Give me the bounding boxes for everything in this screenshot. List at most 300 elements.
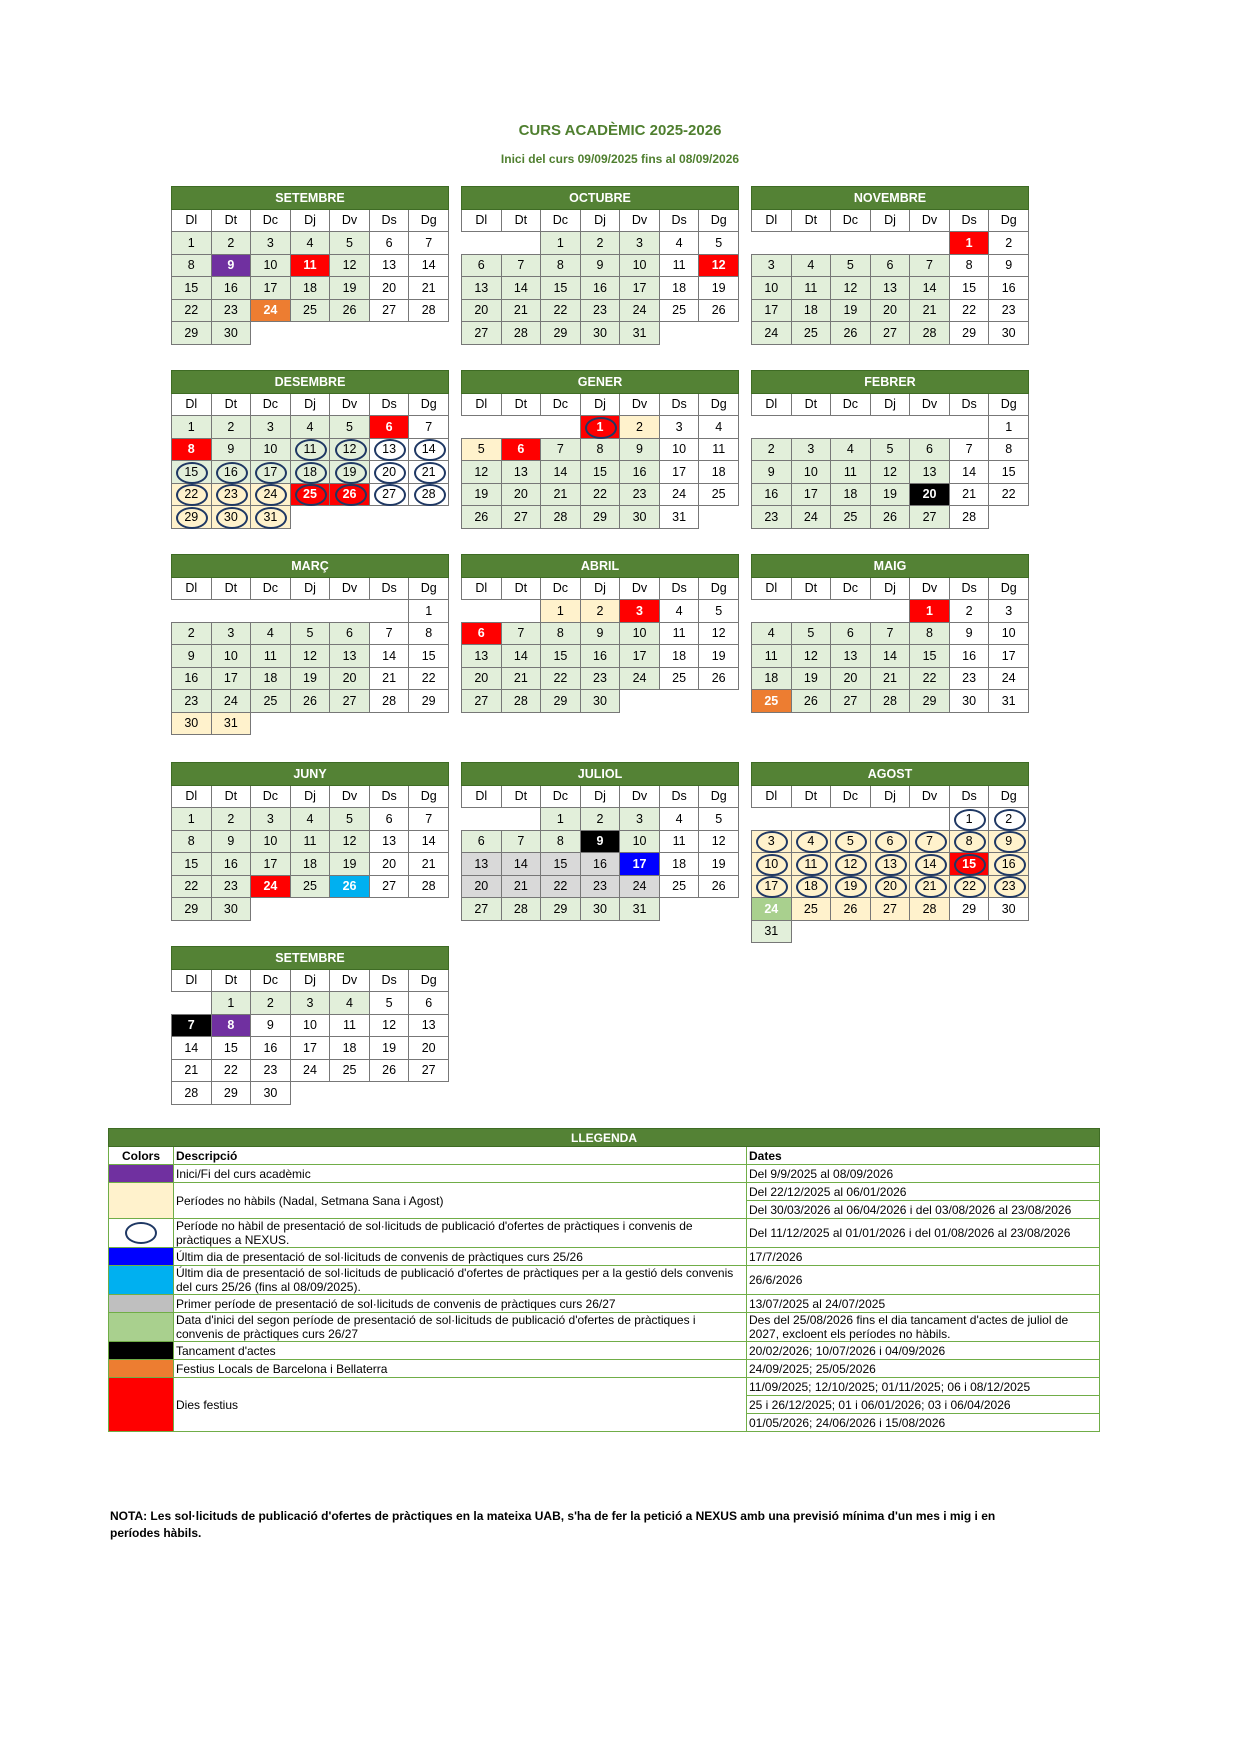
day-cell: 28	[910, 898, 950, 921]
empty-cell	[791, 600, 831, 623]
legend-col-desc: Descripció	[174, 1147, 747, 1165]
day-cell: 17	[659, 461, 699, 484]
day-cell: 25	[659, 299, 699, 322]
legend-dates: Des del 25/08/2026 fins el dia tancament d'actes de juliol de 2027, excloent els períodes no hàbils.	[747, 1313, 1100, 1342]
day-cell: 19	[330, 853, 370, 876]
day-cell: 18	[699, 461, 739, 484]
day-cell: 5	[369, 992, 409, 1015]
day-cell: 9	[172, 645, 212, 668]
empty-cell	[699, 322, 739, 345]
day-cell: 3	[791, 438, 831, 461]
day-cell: 7	[541, 438, 581, 461]
day-cell: 6	[369, 808, 409, 831]
month-name: DESEMBRE	[172, 371, 449, 394]
day-cell: 19	[699, 645, 739, 668]
weekday-header: Dj	[580, 785, 620, 808]
day-cell: 8	[541, 830, 581, 853]
legend-description: Últim dia de presentació de sol·licituds de convenis de pràctiques curs 25/26	[174, 1248, 747, 1266]
day-cell: 14	[501, 645, 541, 668]
day-cell: 15	[949, 853, 989, 876]
month-calendar	[171, 370, 449, 529]
legend-description: Inici/Fi del curs acadèmic	[174, 1165, 747, 1183]
day-cell: 15	[409, 645, 449, 668]
day-cell: 19	[290, 667, 330, 690]
empty-cell	[659, 690, 699, 713]
legend-color-swatch	[109, 1342, 174, 1360]
day-cell: 28	[369, 690, 409, 713]
day-cell: 28	[910, 322, 950, 345]
day-cell: 20	[501, 483, 541, 506]
day-cell: 23	[989, 875, 1029, 898]
empty-cell	[501, 600, 541, 623]
day-cell: 10	[620, 622, 660, 645]
day-cell: 29	[541, 898, 581, 921]
day-cell: 21	[949, 483, 989, 506]
day-cell: 20	[369, 461, 409, 484]
day-cell: 17	[620, 645, 660, 668]
day-cell: 26	[462, 506, 502, 529]
day-cell: 29	[172, 322, 212, 345]
day-cell: 1	[409, 600, 449, 623]
day-cell: 20	[462, 667, 502, 690]
day-cell: 18	[659, 645, 699, 668]
day-cell: 10	[620, 830, 660, 853]
day-cell: 4	[290, 232, 330, 255]
empty-cell	[290, 898, 330, 921]
empty-cell	[752, 416, 792, 439]
empty-cell	[989, 506, 1029, 529]
day-cell: 30	[989, 898, 1029, 921]
day-cell: 21	[501, 299, 541, 322]
day-cell: 3	[620, 232, 660, 255]
empty-cell	[870, 232, 910, 255]
weekday-header: Dt	[501, 785, 541, 808]
day-cell: 1	[949, 232, 989, 255]
weekday-header: Dj	[580, 209, 620, 232]
day-cell: 18	[831, 483, 871, 506]
day-cell: 12	[699, 622, 739, 645]
day-cell: 20	[831, 667, 871, 690]
weekday-header: Dt	[211, 209, 251, 232]
day-cell: 17	[251, 853, 291, 876]
day-cell: 31	[620, 322, 660, 345]
day-cell: 23	[580, 875, 620, 898]
weekday-header: Dv	[910, 209, 950, 232]
day-cell: 10	[752, 853, 792, 876]
page-subtitle: Inici del curs 09/09/2025 fins al 08/09/2026	[500, 152, 740, 166]
weekday-header: Dc	[251, 577, 291, 600]
day-cell: 29	[541, 322, 581, 345]
day-cell: 17	[620, 277, 660, 300]
footnote: NOTA: Les sol·licituds de publicació d'ofertes de pràctiques en la mateixa UAB, s'ha de fer la petició a NEXUS amb una previsió mínima d'un mes i mig i en períodes hàbils.	[110, 1509, 996, 1540]
day-cell: 30	[580, 898, 620, 921]
day-cell: 6	[870, 254, 910, 277]
day-cell: 20	[462, 299, 502, 322]
day-cell: 11	[752, 645, 792, 668]
day-cell: 16	[580, 277, 620, 300]
month-name: MARÇ	[172, 555, 449, 578]
day-cell: 17	[989, 645, 1029, 668]
day-cell: 7	[501, 622, 541, 645]
empty-cell	[409, 506, 449, 529]
empty-cell	[831, 232, 871, 255]
day-cell: 20	[870, 875, 910, 898]
weekday-header: Dl	[752, 785, 792, 808]
empty-cell	[369, 600, 409, 623]
weekday-header: Dl	[172, 969, 212, 992]
weekday-header: Dj	[290, 785, 330, 808]
day-cell: 2	[211, 416, 251, 439]
day-cell: 12	[699, 254, 739, 277]
day-cell: 13	[330, 645, 370, 668]
day-cell: 19	[330, 461, 370, 484]
day-cell: 6	[910, 438, 950, 461]
day-cell: 17	[211, 667, 251, 690]
day-cell: 31	[251, 506, 291, 529]
day-cell: 30	[580, 322, 620, 345]
day-cell: 18	[290, 853, 330, 876]
day-cell: 12	[791, 645, 831, 668]
day-cell: 3	[251, 232, 291, 255]
day-cell: 2	[580, 232, 620, 255]
day-cell: 10	[251, 830, 291, 853]
legend-dates: 01/05/2026; 24/06/2026 i 15/08/2026	[747, 1414, 1100, 1432]
day-cell: 16	[211, 277, 251, 300]
weekday-header: Dv	[620, 577, 660, 600]
day-cell: 5	[330, 232, 370, 255]
empty-cell	[290, 322, 330, 345]
empty-cell	[949, 416, 989, 439]
day-cell: 29	[910, 690, 950, 713]
day-cell: 24	[620, 875, 660, 898]
weekday-header: Dt	[791, 785, 831, 808]
day-cell: 16	[989, 853, 1029, 876]
legend-dates: 20/02/2026; 10/07/2026 i 04/09/2026	[747, 1342, 1100, 1360]
day-cell: 3	[620, 600, 660, 623]
weekday-header: Dj	[290, 393, 330, 416]
day-cell: 27	[831, 690, 871, 713]
day-cell: 18	[290, 277, 330, 300]
day-cell: 1	[541, 808, 581, 831]
day-cell: 20	[369, 277, 409, 300]
empty-cell	[211, 600, 251, 623]
day-cell: 25	[659, 875, 699, 898]
empty-cell	[369, 1082, 409, 1105]
day-cell: 2	[580, 808, 620, 831]
day-cell: 3	[211, 622, 251, 645]
empty-cell	[752, 808, 792, 831]
day-cell: 18	[791, 875, 831, 898]
day-cell: 21	[409, 853, 449, 876]
legend-title: LLEGENDA	[109, 1129, 1100, 1147]
day-cell: 20	[870, 299, 910, 322]
day-cell: 13	[870, 277, 910, 300]
day-cell: 26	[330, 875, 370, 898]
legend-dates: 25 i 26/12/2025; 01 i 06/01/2026; 03 i 06/04/2026	[747, 1396, 1100, 1414]
legend-description: Tancament d'actes	[174, 1342, 747, 1360]
month-name: JULIOL	[462, 763, 739, 786]
day-cell: 11	[791, 277, 831, 300]
month-calendar	[751, 370, 1029, 529]
day-cell: 4	[659, 808, 699, 831]
empty-cell	[330, 600, 370, 623]
weekday-header: Dt	[501, 577, 541, 600]
day-cell: 8	[211, 1014, 251, 1037]
day-cell: 16	[620, 461, 660, 484]
day-cell: 19	[831, 299, 871, 322]
day-cell: 13	[910, 461, 950, 484]
month-calendar	[171, 762, 449, 921]
day-cell: 18	[330, 1037, 370, 1060]
day-cell: 4	[791, 254, 831, 277]
day-cell: 15	[989, 461, 1029, 484]
day-cell: 7	[910, 830, 950, 853]
empty-cell	[369, 898, 409, 921]
day-cell: 12	[290, 645, 330, 668]
day-cell: 23	[620, 483, 660, 506]
day-cell: 15	[910, 645, 950, 668]
legend-col-colors: Colors	[109, 1147, 174, 1165]
day-cell: 14	[949, 461, 989, 484]
day-cell: 27	[462, 898, 502, 921]
day-cell: 3	[620, 808, 660, 831]
empty-cell	[791, 232, 831, 255]
day-cell: 21	[172, 1059, 212, 1082]
day-cell: 11	[659, 830, 699, 853]
weekday-header: Dg	[699, 209, 739, 232]
day-cell: 7	[501, 254, 541, 277]
empty-cell	[620, 690, 660, 713]
day-cell: 11	[831, 461, 871, 484]
empty-cell	[831, 416, 871, 439]
day-cell: 8	[172, 254, 212, 277]
empty-cell	[699, 898, 739, 921]
day-cell: 5	[290, 622, 330, 645]
day-cell: 22	[949, 299, 989, 322]
day-cell: 28	[409, 299, 449, 322]
empty-cell	[369, 506, 409, 529]
day-cell: 8	[172, 438, 212, 461]
day-cell: 2	[752, 438, 792, 461]
day-cell: 14	[409, 254, 449, 277]
day-cell: 14	[409, 438, 449, 461]
day-cell: 6	[409, 992, 449, 1015]
weekday-header: Dt	[791, 209, 831, 232]
day-cell: 17	[251, 277, 291, 300]
day-cell: 30	[211, 322, 251, 345]
day-cell: 8	[949, 254, 989, 277]
day-cell: 25	[290, 299, 330, 322]
day-cell: 21	[409, 461, 449, 484]
day-cell: 8	[541, 622, 581, 645]
day-cell: 13	[831, 645, 871, 668]
weekday-header: Dl	[752, 209, 792, 232]
legend-dates: Del 11/12/2025 al 01/01/2026 i del 01/08/2026 al 23/08/2026	[747, 1219, 1100, 1248]
day-cell: 26	[330, 299, 370, 322]
day-cell: 19	[462, 483, 502, 506]
empty-cell	[910, 920, 950, 943]
day-cell: 25	[752, 690, 792, 713]
weekday-header: Dl	[172, 209, 212, 232]
day-cell: 15	[172, 277, 212, 300]
empty-cell	[870, 920, 910, 943]
empty-cell	[330, 898, 370, 921]
day-cell: 20	[462, 875, 502, 898]
day-cell: 14	[369, 645, 409, 668]
weekday-header: Dj	[870, 577, 910, 600]
day-cell: 26	[699, 667, 739, 690]
weekday-header: Ds	[369, 393, 409, 416]
day-cell: 30	[949, 690, 989, 713]
day-cell: 25	[791, 322, 831, 345]
day-cell: 9	[989, 830, 1029, 853]
day-cell: 26	[699, 875, 739, 898]
day-cell: 14	[910, 853, 950, 876]
day-cell: 26	[290, 690, 330, 713]
day-cell: 16	[172, 667, 212, 690]
day-cell: 15	[172, 853, 212, 876]
weekday-header: Dl	[172, 577, 212, 600]
empty-cell	[870, 416, 910, 439]
day-cell: 3	[659, 416, 699, 439]
weekday-header: Ds	[369, 209, 409, 232]
day-cell: 7	[501, 830, 541, 853]
circle-icon	[125, 1222, 157, 1244]
day-cell: 21	[910, 875, 950, 898]
day-cell: 1	[211, 992, 251, 1015]
weekday-header: Dv	[330, 577, 370, 600]
day-cell: 14	[541, 461, 581, 484]
day-cell: 6	[831, 622, 871, 645]
legend-dates: 13/07/2025 al 24/07/2025	[747, 1295, 1100, 1313]
month-name: ABRIL	[462, 555, 739, 578]
day-cell: 3	[989, 600, 1029, 623]
weekday-header: Dl	[462, 393, 502, 416]
day-cell: 6	[870, 830, 910, 853]
weekday-header: Dl	[752, 577, 792, 600]
day-cell: 15	[541, 853, 581, 876]
day-cell: 23	[580, 299, 620, 322]
day-cell: 25	[791, 898, 831, 921]
day-cell: 4	[699, 416, 739, 439]
day-cell: 30	[620, 506, 660, 529]
legend-description: Festius Locals de Barcelona i Bellaterra	[174, 1360, 747, 1378]
day-cell: 25	[251, 690, 291, 713]
day-cell: 24	[752, 898, 792, 921]
day-cell: 11	[290, 254, 330, 277]
day-cell: 6	[462, 830, 502, 853]
day-cell: 6	[369, 232, 409, 255]
weekday-header: Dv	[910, 577, 950, 600]
day-cell: 4	[831, 438, 871, 461]
month-name: SETEMBRE	[172, 947, 449, 970]
weekday-header: Dg	[409, 577, 449, 600]
day-cell: 27	[409, 1059, 449, 1082]
day-cell: 9	[580, 254, 620, 277]
day-cell: 12	[369, 1014, 409, 1037]
month-calendar	[461, 370, 739, 529]
day-cell: 27	[910, 506, 950, 529]
day-cell: 4	[290, 416, 330, 439]
day-cell: 10	[620, 254, 660, 277]
empty-cell	[989, 920, 1029, 943]
day-cell: 22	[172, 299, 212, 322]
day-cell: 7	[409, 416, 449, 439]
empty-cell	[870, 600, 910, 623]
day-cell: 16	[580, 645, 620, 668]
empty-cell	[330, 506, 370, 529]
weekday-header: Dt	[211, 393, 251, 416]
month-calendar	[171, 946, 449, 1105]
empty-cell	[369, 712, 409, 735]
day-cell: 2	[949, 600, 989, 623]
day-cell: 29	[949, 898, 989, 921]
day-cell: 17	[752, 299, 792, 322]
weekday-header: Dc	[251, 969, 291, 992]
weekday-header: Ds	[949, 209, 989, 232]
month-name: SETEMBRE	[172, 187, 449, 210]
empty-cell	[752, 600, 792, 623]
day-cell: 9	[211, 438, 251, 461]
day-cell: 13	[369, 830, 409, 853]
day-cell: 26	[831, 322, 871, 345]
month-calendar	[171, 554, 449, 735]
empty-cell	[290, 600, 330, 623]
day-cell: 16	[989, 277, 1029, 300]
day-cell: 28	[541, 506, 581, 529]
day-cell: 1	[172, 232, 212, 255]
day-cell: 19	[831, 875, 871, 898]
day-cell: 7	[870, 622, 910, 645]
day-cell: 4	[659, 600, 699, 623]
day-cell: 6	[369, 416, 409, 439]
day-cell: 30	[989, 322, 1029, 345]
month-calendar	[171, 186, 449, 345]
empty-cell	[251, 712, 291, 735]
empty-cell	[949, 920, 989, 943]
day-cell: 17	[620, 853, 660, 876]
day-cell: 18	[659, 853, 699, 876]
day-cell: 30	[580, 690, 620, 713]
empty-cell	[752, 232, 792, 255]
legend-dates: 17/7/2026	[747, 1248, 1100, 1266]
month-name: OCTUBRE	[462, 187, 739, 210]
weekday-header: Dc	[541, 785, 581, 808]
day-cell: 19	[699, 853, 739, 876]
day-cell: 22	[172, 483, 212, 506]
weekday-header: Dt	[791, 393, 831, 416]
empty-cell	[501, 232, 541, 255]
legend-color-swatch	[109, 1295, 174, 1313]
day-cell: 2	[989, 232, 1029, 255]
day-cell: 13	[462, 645, 502, 668]
day-cell: 24	[752, 322, 792, 345]
day-cell: 4	[290, 808, 330, 831]
day-cell: 17	[251, 461, 291, 484]
day-cell: 7	[409, 232, 449, 255]
legend-description: Període no hàbil de presentació de sol·licituds de publicació d'ofertes de pràctiques i convenis de pràctiques a NEXUS.	[174, 1219, 747, 1248]
day-cell: 2	[211, 808, 251, 831]
day-cell: 12	[831, 853, 871, 876]
empty-cell	[831, 808, 871, 831]
empty-cell	[290, 712, 330, 735]
weekday-header: Dt	[501, 209, 541, 232]
day-cell: 5	[831, 254, 871, 277]
day-cell: 1	[541, 600, 581, 623]
weekday-header: Dc	[251, 209, 291, 232]
day-cell: 24	[659, 483, 699, 506]
day-cell: 27	[870, 322, 910, 345]
